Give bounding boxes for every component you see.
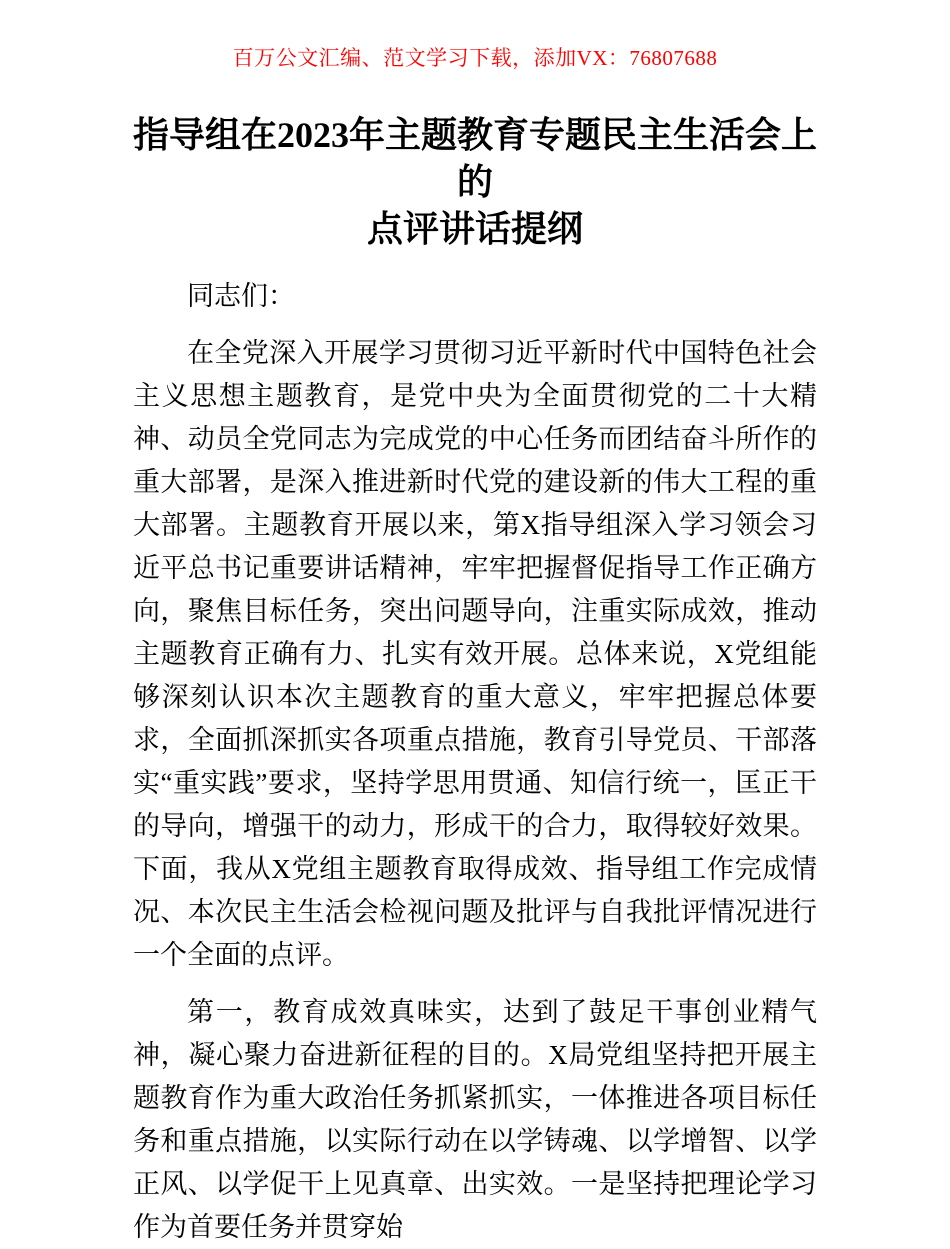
- body-paragraph-2: 第一，教育成效真味实，达到了鼓足干事创业精气神，凝心聚力奋进新征程的目的。X局党组坚持把开展主题教育作为重大政治任务抓紧抓实，一体推进各项目标任务和重点措施，以实际行动在以学铸魂、以学增智、以学正风、以学促干上见真章、出实效。一是坚持把理论学习作为首要任务并贯穿始: [133, 997, 817, 1242]
- document-title: [133, 112, 817, 253]
- document-title-line-1: 指导组在2023年主题教育专题民主生活会上的: [133, 115, 818, 202]
- document-title-line-2: 点评讲话提纲: [366, 209, 583, 249]
- promo-banner: 百万公文汇编、范文学习下载，添加VX：76807688: [232, 46, 718, 70]
- document-body: [133, 275, 817, 1249]
- body-paragraph-1: 在全党深入开展学习贯彻习近平新时代中国特色社会主义思想主题教育，是党中央为全面贯彻党的二十大精神、动员全党同志为完成党的中心任务而团结奋斗所作的重大部署，是深入推进新时代党的建设新的伟大工程的重大部署。主题教育开展以来，第X指导组深入学习领会习近平总书记重要讲话精神，牢牢把握督促指导工作正确方向，聚焦目标任务，突出问题导向，注重实际成效，推动主题教育正确有力、扎实有效开展。总体来说，X党组能够深刻认识本次主题教育的重大意义，牢牢把握总体要求，全面抓深抓实各项重点措施，教育引导党员、干部落实“重实践”要求，坚持学思用贯通、知信行统一，匡正干的导向，增强干的动力，形成干的合力，取得较好效果。下面，我从X党组主题教育取得成效、指导组工作完成情况、本次民主生活会检视问题及批评与自我批评情况进行一个全面的点评。: [133, 338, 817, 970]
- salutation: 同志们：: [187, 281, 295, 311]
